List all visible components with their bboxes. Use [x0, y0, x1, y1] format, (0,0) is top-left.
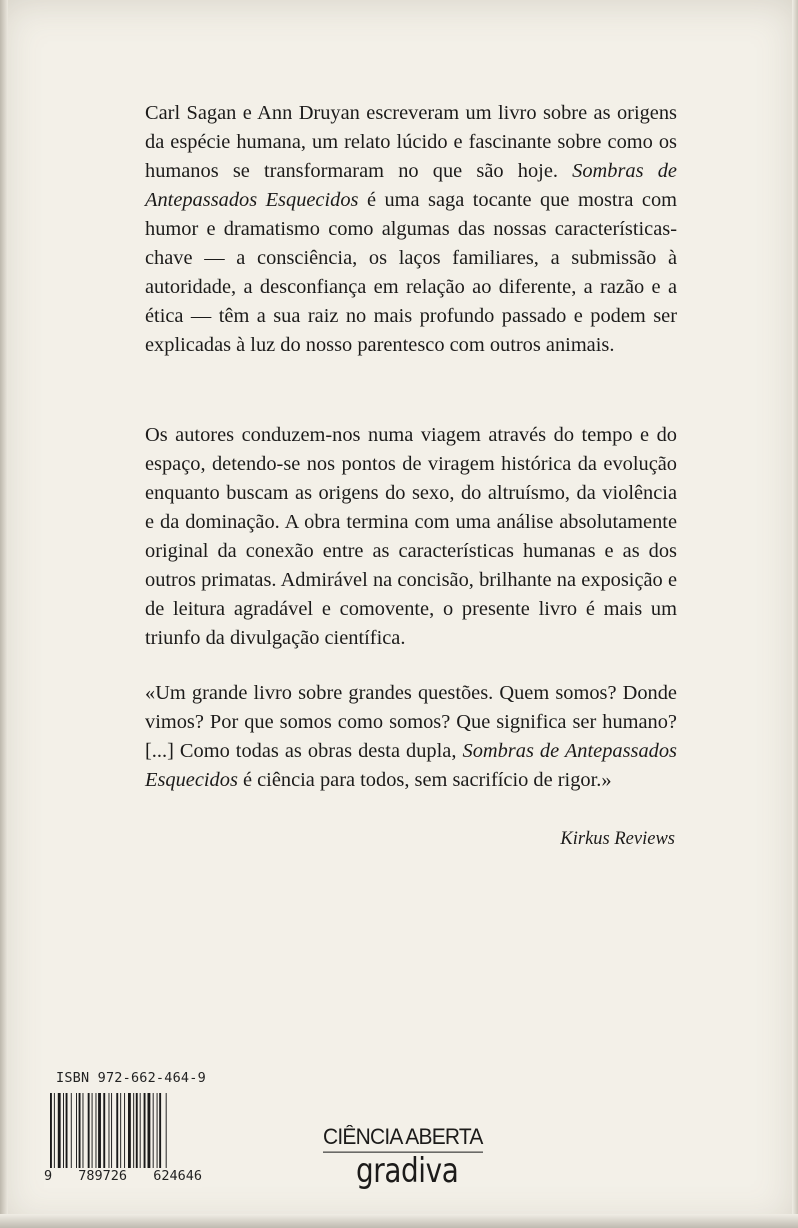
blurb-p1-rest: é uma saga tocante que mostra com humor e dramatismo como algumas das nossas características-chave — a consciência, os laços familiares, a submissão à autoridade, a desconfiança em relação ao diferente, a razão e a ética — têm a sua raiz no mais profundo passado e podem ser explicadas à luz do nosso parentesco com outros animais.	[145, 189, 677, 356]
barcode-digit-lead: 9	[44, 1168, 53, 1184]
barcode-digits	[44, 1168, 202, 1188]
isbn-label: ISBN 972-662-464-9	[56, 1070, 206, 1086]
cover-left-edge	[0, 0, 8, 1228]
quote-rest: é ciência para todos, sem sacrifício de rigor.»	[242, 769, 612, 791]
quote-intro: «Um grande livro sobre grandes questões. Quem somos? Donde vimos? Por que somos como somos? Que significa ser humano? [...] Como todas as obras desta dupla,	[145, 682, 677, 762]
blurb-paragraph-2: Os autores conduzem-nos numa viagem através do tempo e do espaço, detendo-se nos pontos de viragem histórica da evolução enquanto buscam as origens do sexo, do altruísmo, da violência e da dominação. A obra termina com uma análise absolutamente original da conexão entre as características humanas e as dos outros primatas. Admirável na concisão, brilhante na exposição e de leitura agradável e comovente, o presente livro é mais um triunfo da divulgação científica.	[145, 424, 677, 649]
cover-bottom-edge	[0, 1214, 798, 1228]
review-quote	[145, 679, 677, 795]
quote-book-title-italic: Sombras de Antepassados Esquecidos	[145, 740, 677, 791]
blurb-paragraph-1	[145, 99, 677, 360]
cover-right-edge	[792, 0, 798, 1228]
blurb-p1-intro: Carl Sagan e Ann Druyan escreveram um livro sobre as origens da espécie humana, um relato lúcido e fascinante sobre como os humanos se transformaram no que são hoje.	[145, 102, 677, 182]
review-attribution: Kirkus Reviews	[560, 829, 675, 849]
barcode-digits-left: 789726	[78, 1168, 128, 1184]
barcode-digits-right: 624646	[153, 1168, 202, 1184]
series-name: CIÊNCIA ABERTA	[323, 1125, 483, 1152]
publisher-logo: gradiva	[356, 1151, 459, 1191]
book-title-italic: Sombras de Antepassados Esquecidos	[145, 160, 677, 211]
